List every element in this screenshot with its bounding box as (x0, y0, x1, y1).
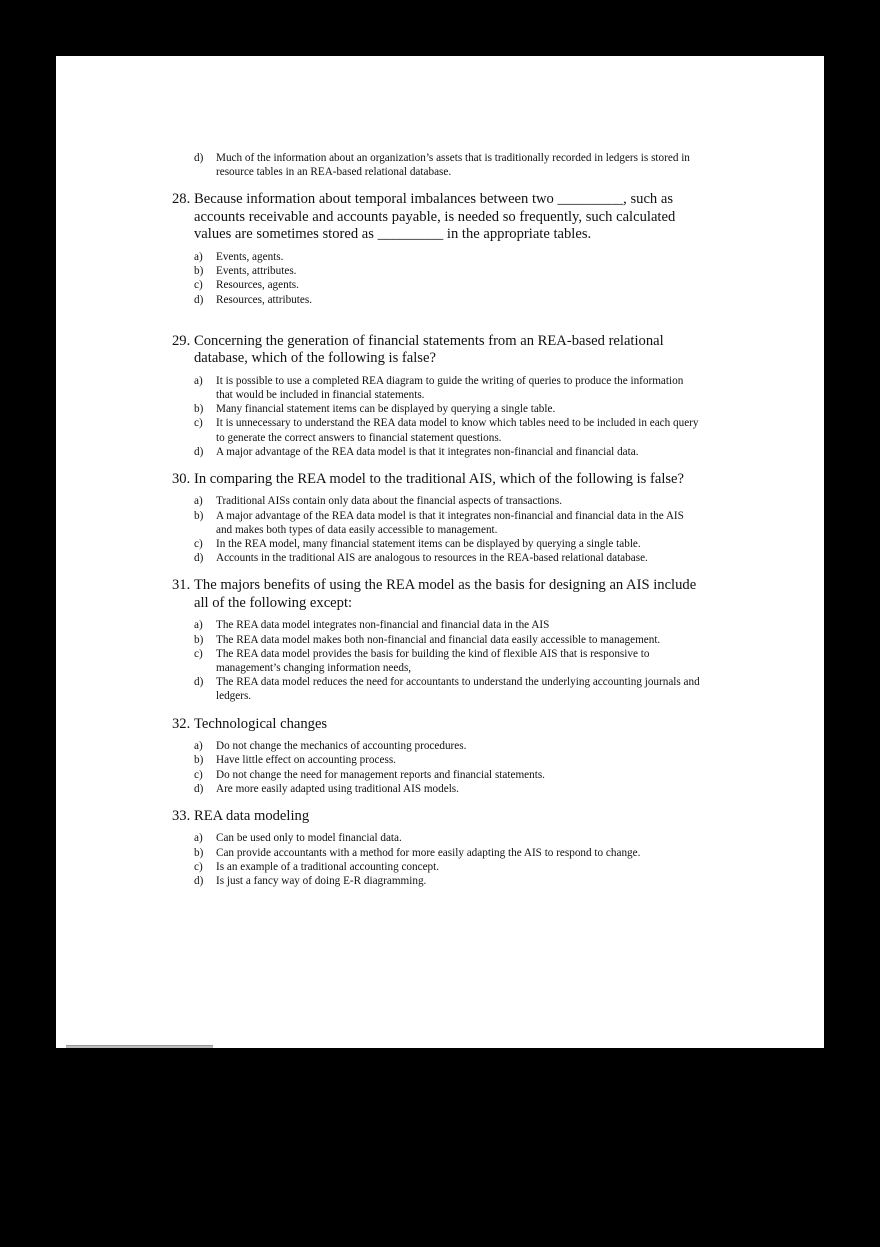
option-item (194, 151, 702, 179)
option-letter: a) (194, 619, 203, 632)
option-letter: a) (194, 250, 203, 263)
option-item (194, 494, 702, 508)
option-letter: d) (194, 782, 204, 795)
question-31 (172, 577, 702, 703)
options-list (172, 831, 702, 888)
options-list (172, 374, 702, 459)
question-text: In comparing the REA model to the traditional AIS, which of the following is false? (194, 470, 685, 487)
option-text: A major advantage of the REA data model is that it integrates non-financial and financial data in the AIS and makes both types of data easily accessible to management. (216, 509, 684, 536)
option-item (194, 509, 702, 537)
option-text: The REA data model integrates non-financial and financial data in the AIS (216, 619, 550, 632)
option-letter: a) (194, 740, 203, 753)
option-letter: b) (194, 403, 204, 416)
option-text: Is just a fancy way of doing E-R diagramming. (216, 875, 427, 888)
carryover-options (172, 151, 702, 179)
option-text: Can be used only to model financial data. (216, 832, 402, 845)
question-number: 31. (172, 577, 191, 594)
option-letter: a) (194, 832, 203, 845)
option-text: The REA data model reduces the need for accountants to understand the underlying accounting journals and ledgers. (216, 676, 700, 703)
option-item (194, 874, 702, 888)
option-item (194, 633, 702, 647)
option-text: Is an example of a traditional accounting concept. (216, 860, 440, 873)
option-letter: d) (194, 875, 204, 888)
option-text: Much of the information about an organization’s assets that is traditionally recorded in ledgers is stored in resource tables in an REA-based relational database. (216, 152, 690, 179)
option-text: Traditional AISs contain only data about the financial aspects of transactions. (216, 495, 563, 508)
question-32 (172, 716, 702, 796)
option-letter: c) (194, 417, 203, 430)
option-text: Many financial statement items can be displayed by querying a single table. (216, 403, 556, 416)
option-item (194, 402, 702, 416)
option-letter: c) (194, 538, 203, 551)
option-letter: d) (194, 293, 204, 306)
options-list (172, 618, 702, 703)
question-text: REA data modeling (194, 807, 310, 824)
option-item (194, 675, 702, 703)
option-letter: b) (194, 633, 204, 646)
options-list (172, 250, 702, 307)
option-letter: c) (194, 279, 203, 292)
options-list (172, 739, 702, 796)
option-item (194, 537, 702, 551)
question-28 (172, 191, 702, 306)
option-text: In the REA model, many financial statement items can be displayed by querying a single table. (216, 538, 641, 551)
option-text: Resources, agents. (216, 279, 299, 292)
question-number: 30. (172, 470, 191, 487)
option-item (194, 445, 702, 459)
question-text: The majors benefits of using the REA model as the basis for designing an AIS include all of the following except: (194, 577, 697, 611)
option-text: Do not change the mechanics of accounting procedures. (216, 740, 467, 753)
option-item (194, 618, 702, 632)
document-page (56, 56, 824, 1048)
option-text: It is possible to use a completed REA diagram to guide the writing of queries to produce the information that would be included in financial statements. (216, 374, 684, 401)
question-text: Technological changes (194, 715, 328, 732)
option-letter: b) (194, 846, 204, 859)
option-text: It is unnecessary to understand the REA data model to know which tables need to be included in each query to generate the correct answers to financial statement questions. (216, 417, 699, 444)
option-letter: c) (194, 647, 203, 660)
option-text: Resources, attributes. (216, 293, 313, 306)
option-text: The REA data model makes both non-financial and financial data easily accessible to management. (216, 633, 661, 646)
question-text: Concerning the generation of financial statements from an REA-based relational database, which of the following is false? (194, 332, 664, 367)
option-letter: d) (194, 445, 204, 458)
option-letter: d) (194, 552, 204, 565)
question-30 (172, 471, 702, 566)
option-item (194, 768, 702, 782)
options-list (172, 494, 702, 565)
option-text: A major advantage of the REA data model is that it integrates non-financial and financial data. (216, 445, 639, 458)
option-item (194, 860, 702, 874)
option-item (194, 264, 702, 278)
option-item (194, 374, 702, 402)
question-33 (172, 808, 702, 888)
option-letter: a) (194, 374, 203, 387)
option-text: Can provide accountants with a method for more easily adapting the AIS to respond to change. (216, 846, 641, 859)
option-text: Are more easily adapted using traditional AIS models. (216, 782, 459, 795)
question-number: 32. (172, 715, 191, 732)
question-number: 33. (172, 807, 191, 824)
option-text: Events, attributes. (216, 265, 297, 278)
option-text: Events, agents. (216, 250, 284, 263)
option-item (194, 831, 702, 845)
option-item (194, 739, 702, 753)
option-letter: d) (194, 676, 204, 689)
option-item (194, 278, 702, 292)
option-item (194, 782, 702, 796)
option-letter: b) (194, 754, 204, 767)
option-item (194, 846, 702, 860)
option-text: The REA data model provides the basis for building the kind of flexible AIS that is responsive to management’s changing information needs, (216, 647, 650, 675)
footnote-divider (66, 1045, 213, 1048)
option-item (194, 753, 702, 767)
option-item (194, 647, 702, 675)
option-item (194, 416, 702, 444)
option-text: Do not change the need for management reports and financial statements. (216, 768, 545, 781)
option-letter: b) (194, 265, 204, 278)
option-letter: d) (194, 152, 204, 164)
option-text: Accounts in the traditional AIS are analogous to resources in the REA-based relational database. (216, 552, 648, 565)
option-letter: c) (194, 768, 203, 781)
page-content (172, 151, 702, 888)
question-29 (172, 333, 702, 459)
option-letter: b) (194, 509, 204, 522)
question-text: Because information about temporal imbalances between two _________, such as accounts receivable and accounts payable, is needed so frequently, such calculated values are sometimes stored as _________ in the appropriate tables. (194, 191, 676, 243)
option-letter: c) (194, 860, 203, 873)
option-text: Have little effect on accounting process. (216, 754, 396, 767)
option-item (194, 250, 702, 264)
option-item (194, 551, 702, 565)
option-letter: a) (194, 495, 203, 508)
question-number: 28. (172, 191, 191, 208)
question-number: 29. (172, 332, 191, 349)
option-item (194, 293, 702, 307)
